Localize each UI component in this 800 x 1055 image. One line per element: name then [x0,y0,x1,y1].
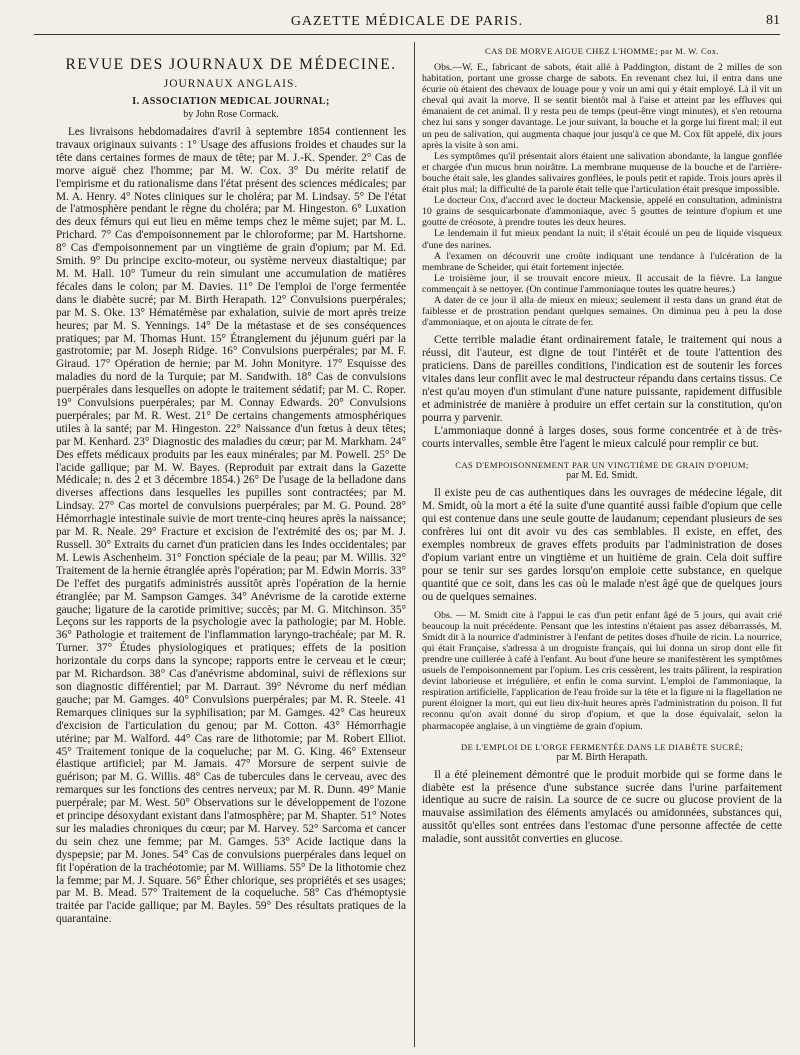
orge-paragraph: Il a été pleinement démontré que le produit morbide qui se forme dans le diabète est la présence d'une substance sucrée dans l'urine parfaitement identique au sucre de raisin. La source de ce sucre ou glucose provient de la mauvaise assimilation des éléments amylacés ou amidonnées, substances qui, aussitôt qu'elles sont entrées dans l'estomac d'une personne affectée de cette maladie, sont aussitôt converties en glucose. [422,768,782,846]
opium-section-author: par M. Ed. Smidt. [566,470,638,482]
morve-observation: Obs.—W. E., fabricant de sabots, était allé à Paddington, distant de 2 milles de son habitation, portant une grosse charge de sabots. En revenant chez lui, il entra dans une écurie où étaient des chevaux de louage pour y voir un ami qui y était employé. Là il vit un cheval qui avait la morve. Il se sentit bientôt mal à l'aise et atteint par les effluves qui émanaient de cet animal. Il y resta peu de temps (peut-être vingt minutes), et s'en retourna chez lui sans y songer davantage. Le jour suivant, la bouche et la gorge lui firent mal; il eut un peu de salivation, qui augmenta chaque jour jusqu'à ce que M. Cox fût appelé, dix jours après la visite à son ami. [422,62,782,151]
orge-section-author: par M. Birth Herapath. [556,751,648,763]
morve-symptoms: Les symptômes qu'il présentait alors étaient une salivation abondante, la langue gonflée et chargée d'un mucus brun noirâtre. La membrane muqueuse de la bouche et de l'arrière-bouche était sale, les glandes salivaires gonflées, le pouls petit et rapide. Trois jours après il était plus mal; la difficulté de la parole était telle que l'articulation était presque impossible. [422,150,782,196]
opium-observation: Obs. — M. Smidt cite à l'appui le cas d'un petit enfant âgé de 5 jours, qui avait crié beaucoup la nuit précédente. Pensant que les intestins n'étaient pas assez débarrassés, M. Smidt dit à la nourrice d'administrer à l'enfant de petites doses d'huile de ricin. La nourrice, qui était Française, s'adressa à un droguiste français, qui lui donna un sirop dont elle fit prendre une cuillerée à café à l'enfant. Au bout d'une heure se manifestèrent les symptômes usuels de l'empoisonnement par l'opium. Les cris cessèrent, les traits pâlirent, la respiration devint laborieuse et irrégulière, et enfin le coma survint. L'emploi de l'ammoniaque, la respiration artificielle, l'application de l'eau froide sur la tête et la figure ni la flagellation ne purent éloigner la mort, qui eut lieu dix-huit heures après l'administration du poison. Il fut reconnu qu'on avait donné du sirop d'opium, et que la dose équivalait, selon la pharmacopée anglaise, à un vingtième de grain d'opium. [422,609,782,732]
page-number: 81 [766,13,780,28]
works-list-paragraph: Les livraisons hebdomadaires d'avril à septembre 1854 contiennent les travaux originaux suivants : 1° Usage des affusions froides et chaudes sur la tête dans certaines formes de maux de tête; par M. J.-K. Spender. 2° Cas de morve aiguë chez l'homme; par M. W. Cox. 3° Du mérite relatif de l'empirisme et du rationalisme dans l'état présent des sciences médicales; par M. A. Henry. 4° Notes cliniques sur le choléra; par M. Lindsay. 5° De l'état de l'atmosphère pendant le règne du choléra; par M. Hingeston. 6° Luxation des deux fémurs qui eut lieu en même temps chez le même sujet; par M. L. Prichard. 7° Cas d'empoisonnement par le chloroforme; par M. Hartshorne. 8° Cas d'empoisonnement par un vingtième de grain d'opium; par M. Ed. Smith. 9° Du principe excito-moteur, ou système nerveux diastaltique; par M. M. Hall. 10° Tumeur du rein simulant une accumulation de matières fécales dans le colon; par M. Davies. 11° De l'emploi de l'orge fermentée dans le diabète sucré; par M. Birth Herapath. 12° Convulsions puerpérales; par M. S. Oke. 13° Hématémèse par exhalation, suivie de mort après treize heures; par M. S. Yennings. 14° De la métastase et de ses conséquences pratiques; par M. Thomas Hunt. 15° Étranglement du jéjunum guéri par la gastrotomie; par M. Joseph Ridge. 16° Convulsions puerpérales; par M. F. Giraud. 17° Opération de hernie; par M. John Monityre. 17° Esquisse des maladies du nord de la Turquie; par M. Sandwith. 18° Cas de convulsions puerpérales dans lesquelles on adopte le traitement sédatif; par M. C. Roper. 19° Convulsions puerpérales; par M. Connay Edwards. 20° Convulsions puerpérales; par M. R. West. 21° De certains changements atmosphériques utiles à la santé; par M. Hingeston. 22° Naissance d'un fœtus à deux têtes; par M. Kenhard. 23° Diagnostic des maladies du cœur; par M. Markham. 24° Des effets médicaux produits par les eaux minérales; par M. Powell. 25° De l'acide gallique; par M. W. Bayes. (Reproduit par extrait dans la Gazette Médicale; n. des 2 et 3 décembre 1854.) 26° De l'usage de la belladone dans diverses affections dans lesquelles les pupilles sont contractées; par M. Lindsay. 27° Cas mortel de convulsions puerpérales; par M. G. Pound. 28° Hémorrhagie intestinale suivie de mort trente-cinq heures après la naissance; par M. R. Neale. 29° Fracture et excision de l'extrémité des os; par M. J. Russell. 30° Extraits du carnet d'un praticien dans les Indes occidentales; par M. Lewis Aschenheim. 31° Fonction spéciale de la peau; par M. Willis. 32° Traitement de la hernie étranglée après l'opération; par M. Edwin Morris. 33° De l'effet des purgatifs administrés aussitôt après l'opération de la hernie étranglée; par M. Sampson Gamges. 34° Anévrisme de la carotide externe gauche; ligature de la carotide primitive; succès; par M. G. Mitchinson. 35° Leçons sur les rapports de la psychologie avec la pathologie; par M. Hoble. 36° Pathologie et traitement de l'inflammation laryngo-trachéale; par M. R. Turner. 37° Études physiologiques et pratiques; effets de la position horizontale du corps dans la syncope; rapports entre le cerveau et le cœur; par M. Richardson. 38° Cas d'anévrisme abdominal, suivi de réflexions sur son diagnostic différentiel; par M. Darraut. 39° Névrome du nerf médian gauche; par M. Gamges. 40° Convulsions puerpérales; par M. R. Steele. 41 Remarques cliniques sur la syphilisation; par M. Gamges. 42° Cas heureux d'excision de l'articulation du genou; par M. Cotton. 43° Hémorrhagie utérine; par M. Walford. 44° Cas rare de lithotomie; par M. Robert Elliot. 45° Traitement tonique de la coqueluche; par M. G. King. 46° Extenseur élastique artificiel; par M. Jamais. 47° Morsure de serpent suivie de guérison; par M. G. Willis. 48° Cas de tubercules dans le cerveau, avec des remarques sur les fonctions des centres nerveux; par M. R. Dunn. 49° Manie puerpérale; par M. West. 50° Observations sur le développement de l'ozone et principe désoxydant existant dans l'atmosphère; par M. Shapter. 51° Notes sur les maladies chroniques du cœur; par M. Harvey. 52° Sarcoma et cancer du sein chez une femme; par M. Gamges. 53° Acide lactique dans la dyspepsie; par M. Jones. 54° Cas de convulsions puerpérales dans lequel on fit l'opération de la trachéotomie; par M. Williams. 55° De la lithotomie chez la femme; par M. J. Square. 56° Éther chlorique, ses propriétés et ses usages; par M. B. Mead. 57° Traitement de la coqueluche. 58° Cas d'hémoptysie traitée par l'acide gallique; par M. Bayles. 59° Des résultats pratiques de la quarantaine. [56,126,406,926]
orge-section-title: DE L'EMPLOI DE L'ORGE FERMENTÉE DANS LE DIABÈTE SUCRÉ; [460,741,744,752]
page-header [34,8,780,35]
section-byline: by John Rose Cormack. [183,109,279,120]
opium-intro: Il existe peu de cas authentiques dans les ouvrages de médecine légale, dit M. Smidt, où la mort a été la suite d'une quantité aussi faible d'opium que celle qui est contenue dans une seule goutte de laudanum; cependant plusieurs de ses confrères lui ont dit avoir vu des cas semblables. Il existe, en effet, des exemples nombreux de graves effets produits par l'administration de doses d'opium variant entre un vingtième et un huitième de grain. Cela doit suffire pour se tenir sur ses gardes lorsqu'on emploie cette substance, en quelque quantité que ce soit, dans les cas où le malade n'est âgé que de quelques jours ou de quelques semaines. [422,487,782,603]
right-column [422,42,782,1047]
morve-section-title: CAS DE MORVE AIGUE CHEZ L'HOMME; par M. W. Cox. [484,46,720,56]
morve-next-day: Le lendemain il fut mieux pendant la nuit; il s'était écoulé un peu de liquide visqueux d'une des narines. [422,228,782,251]
left-column [56,42,406,1047]
morve-commentary: Cette terrible maladie étant ordinairement fatale, le traitement qui nous a réussi, dit l'auteur, est digne de tout l'intérêt et de toute l'attention des praticiens. Dans de pareilles conditions, l'indication est de soutenir les forces vitales dans leur conflit avec le mal destructeur répandu dans certains tissus. Ce n'est qu'au moyen d'un stimulant d'une nature puissante, rapidement diffusible et administrée de manière à produire un effet certain sur la constitution, qu'on pourra y parvenir. [422,334,782,424]
morve-conclusion: L'ammoniaque donné à larges doses, sous forme concentrée et à de très-courts intervalles, semble être l'agent le mieux calculé pour remplir ce but. [422,424,782,450]
opium-section-title: CAS D'EMPOISONNEMENT PAR UN VINGTIÈME DE GRAIN D'OPIUM; [455,460,749,471]
journaux-anglais-title: JOURNAUX ANGLAIS. [163,78,299,90]
morve-treatment: Le docteur Cox, d'accord avec le docteur Mackensie, appelé en consultation, administra 10 grains de sesquicarbonate d'ammoniaque, avec 5 gouttes de teinture d'opium et une goutte de créosote, à prendre toutes les deux heures. [422,195,782,229]
revue-title: REVUE DES JOURNAUX DE MÉDECINE. [65,56,397,73]
morve-third-day: Le troisième jour, il se trouvait encore mieux. Il accusait de la fièvre. La langue commençait à se nettoyer. (On continue l'ammoniaque toutes les quatre heures.) [422,272,782,295]
morve-recovery: A dater de ce jour il alla de mieux en mieux; seulement il resta dans un grand état de faiblesse et de prostration pendant quelques semaines. On diminua peu à peu la dose d'ammoniaque, et on ajouta le citrate de fer. [422,294,782,329]
morve-exam: A l'examen on découvrit une croûte indiquant une tendance à l'ulcération de la membrane de Scheider, qui était fortement injectée. [422,250,782,273]
journal-title: GAZETTE MÉDICALE DE PARIS. [290,14,524,29]
column-divider [414,42,415,1047]
association-section-title: I. ASSOCIATION MEDICAL JOURNAL; [132,96,330,107]
